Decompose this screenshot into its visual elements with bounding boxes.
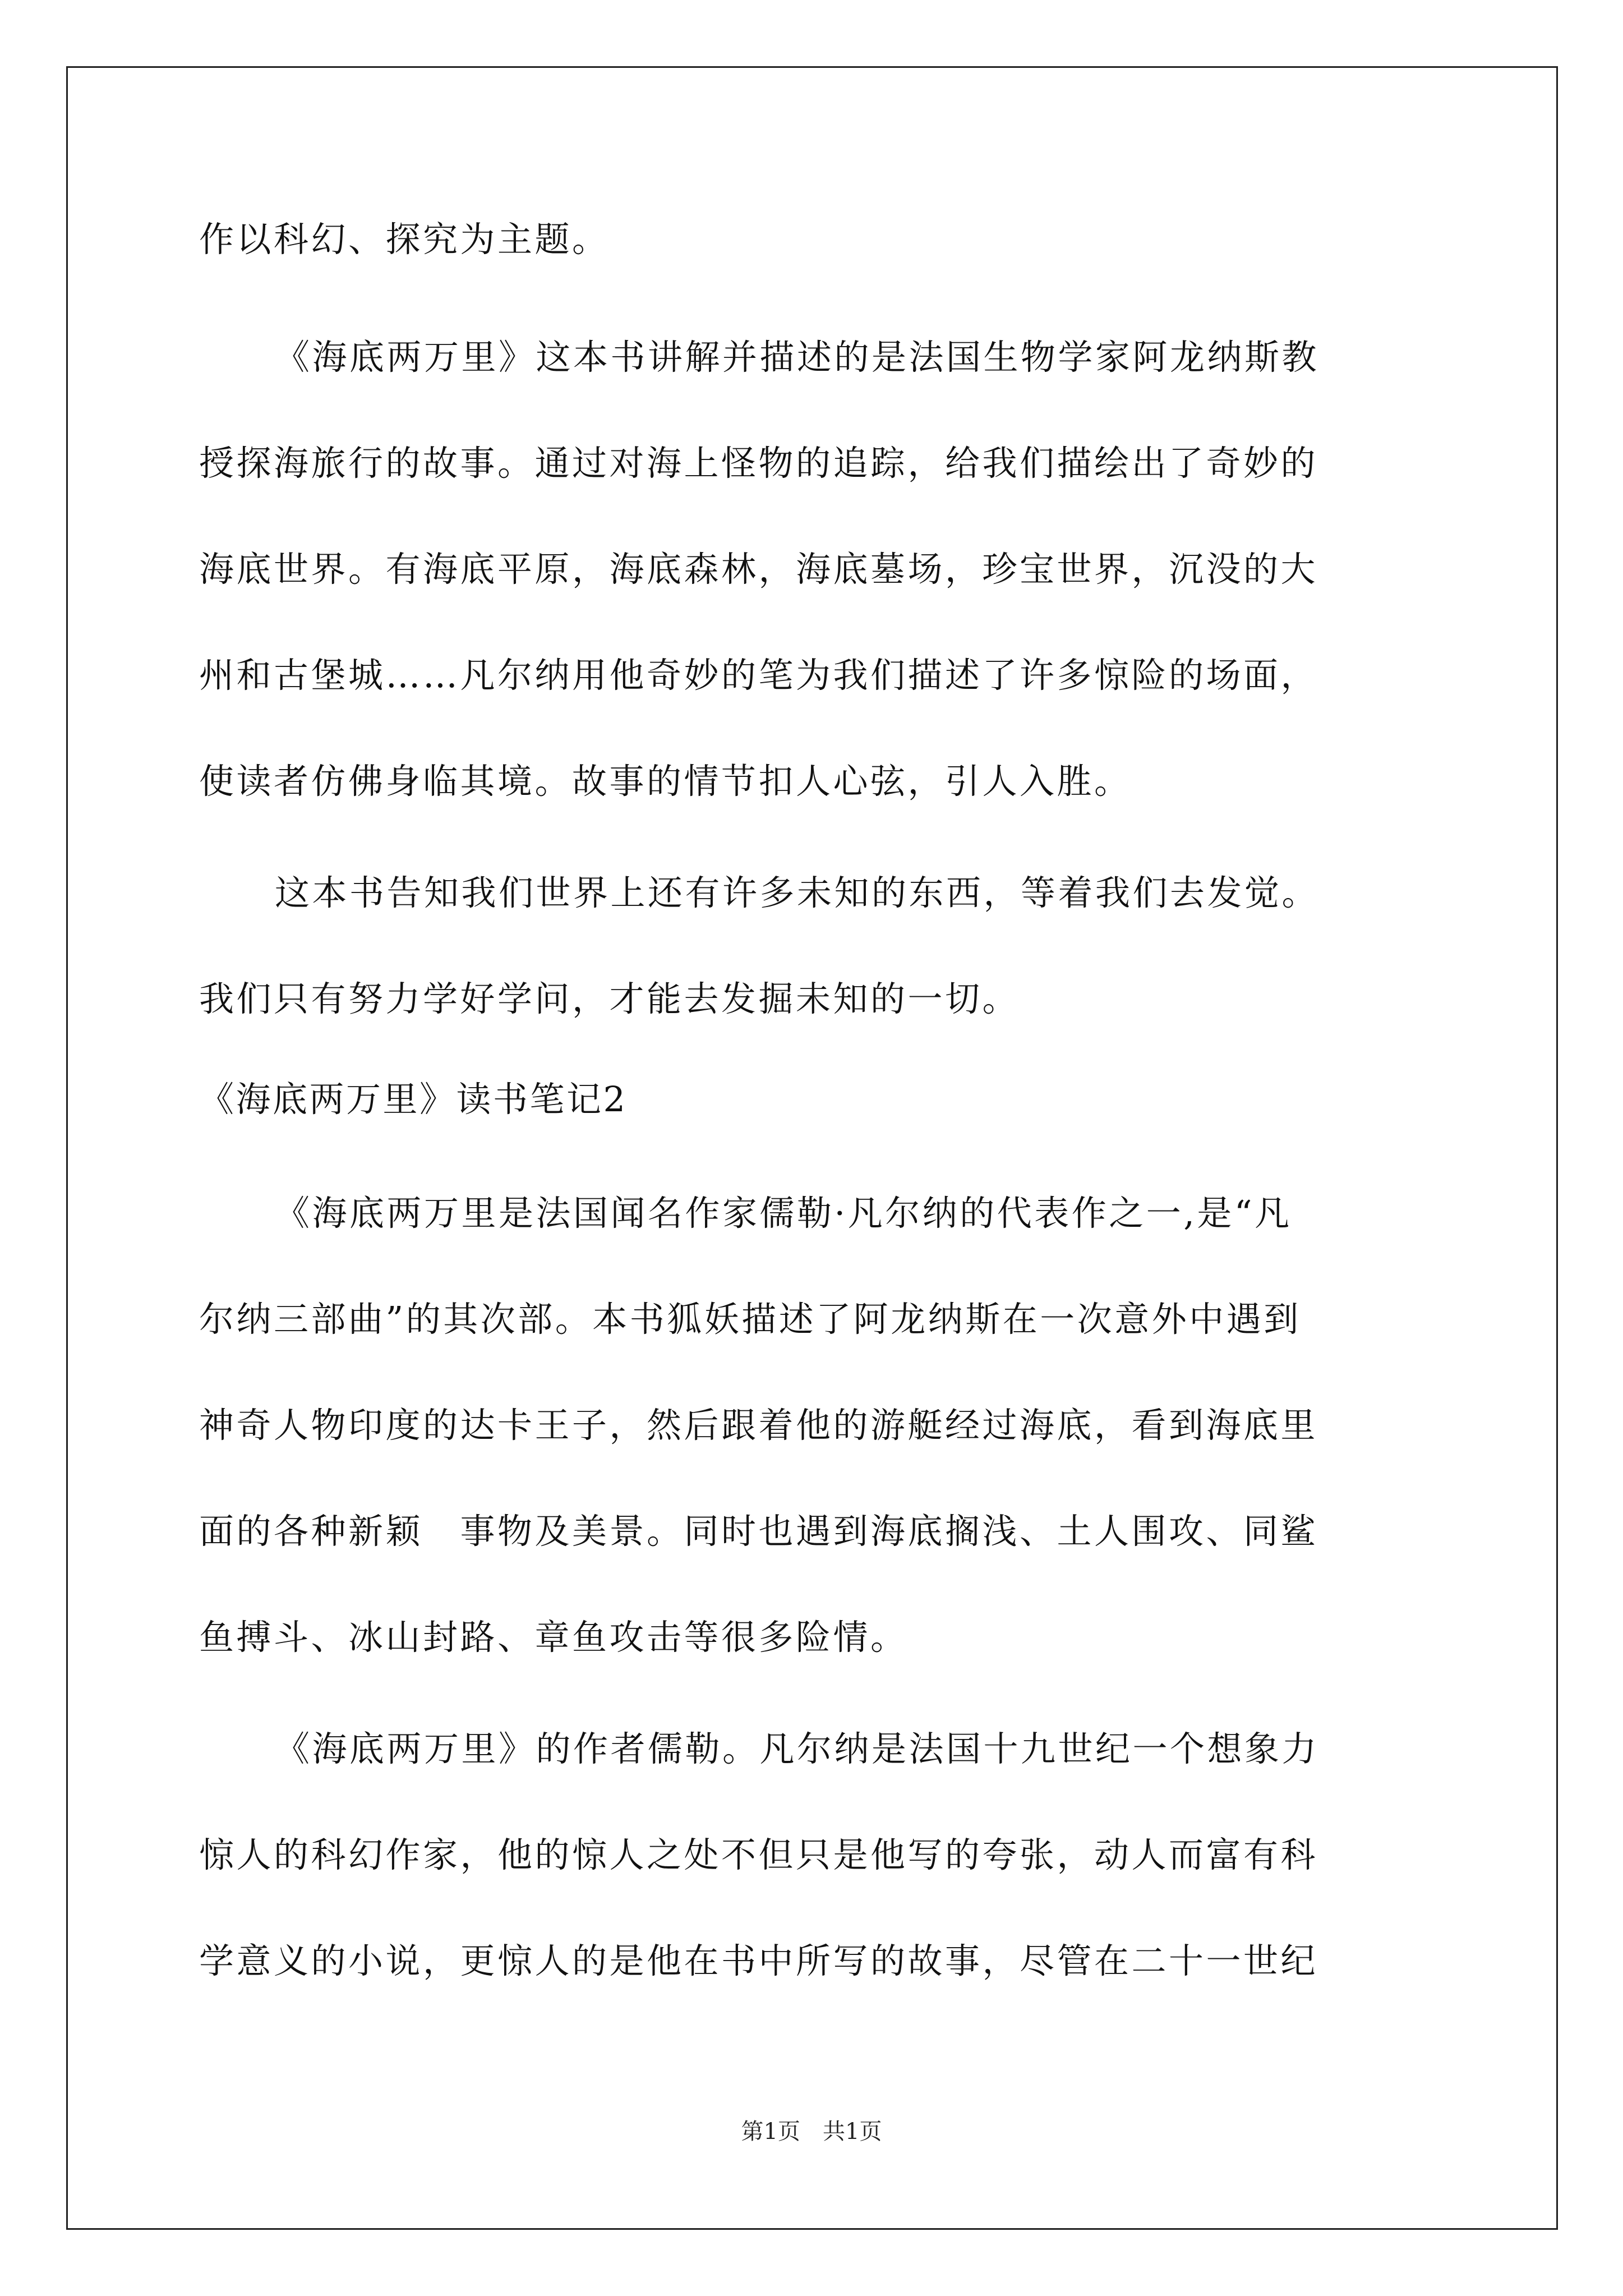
text-line: 州和古堡城……凡尔纳用他奇妙的笔为我们描述了许多惊险的场面， (199, 655, 1318, 696)
paragraph-start-line: 《海底两万里是法国闻名作家儒勒·凡尔纳的代表作之一,是“凡 (275, 1193, 1292, 1234)
page-footer: 第1页 共1页 (741, 2119, 882, 2145)
text-line: 学意义的小说，更惊人的是他在书中所写的故事，尽管在二十一世纪 (199, 1940, 1318, 1981)
section-heading: 《海底两万里》读书笔记2 (199, 1079, 628, 1120)
text-line: 使读者仿佛身临其境。故事的情节扣人心弦，引人入胜。 (199, 761, 1132, 802)
paragraph-start-line: 《海底两万里》的作者儒勒。凡尔纳是法国十九世纪一个想象力 (275, 1728, 1320, 1769)
paragraph-start-line: 《海底两万里》这本书讲解并描述的是法国生物学家阿龙纳斯教 (275, 337, 1320, 378)
text-line: 面的各种新颖 事物及美景。同时也遇到海底搁浅、土人围攻、同鲨 (199, 1511, 1318, 1552)
text-line: 惊人的科幻作家，他的惊人之处不但只是他写的夸张，动人而富有科 (199, 1834, 1318, 1875)
paragraph-start-line: 这本书告知我们世界上还有许多未知的东西，等着我们去发觉。 (275, 872, 1320, 913)
text-line: 鱼搏斗、冰山封路、章鱼攻击等很多险情。 (199, 1617, 908, 1658)
text-line: 授探海旅行的故事。通过对海上怪物的追踪，给我们描绘出了奇妙的 (199, 443, 1318, 484)
text-line: 尔纳三部曲”的其次部。本书狐妖描述了阿龙纳斯在一次意外中遇到 (199, 1299, 1301, 1340)
text-line: 作以科幻、探究为主题。 (199, 219, 610, 260)
text-line: 我们只有努力学好学问，才能去发掘未知的一切。 (199, 978, 1020, 1019)
page-border (66, 66, 1558, 2230)
text-line: 海底世界。有海底平原，海底森林，海底墓场，珍宝世界，沉没的大 (199, 549, 1318, 590)
text-line: 神奇人物印度的达卡王子，然后跟着他的游艇经过海底，看到海底里 (199, 1405, 1318, 1446)
